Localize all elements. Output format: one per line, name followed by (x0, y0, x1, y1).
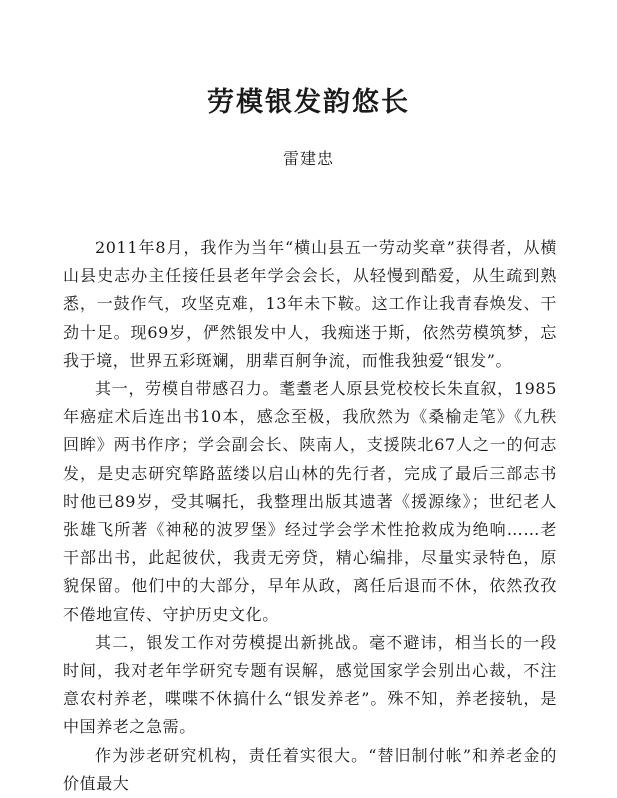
paragraph-3: 其二，银发工作对劳模提出新挑战。毫不避讳，相当长的一段时间，我对老年学研究专题有误解，感觉国家学会别出心裁，不注意农村养老，喋喋不休搞什么“银发养老”。殊不知，养老接轨，是中国养老之急需。 (63, 632, 557, 737)
article-body (63, 234, 557, 798)
paragraph-4: 作为涉老研究机构，责任着实很大。“替旧制付帐”和养老金的价值最大 (63, 745, 557, 793)
article-author: 雷建忠 (282, 149, 334, 168)
article-title: 劳模银发韵悠长 (207, 87, 410, 119)
paragraph-1: 2011年8月，我作为当年“横山县五一劳动奖章”获得者，从横山县史志办主任接任县老年学会会长，从轻慢到酷爱，从生疏到熟悉，一鼓作气，攻坚克难，13年未下鞍。这工作让我青春焕发、干劲十足。现69岁，俨然银发中人，我痴迷于斯，依然劳模筑梦，忘我于境，世界五彩斑斓，朋辈百舸争流，而惟我独爱“银发”。 (63, 238, 557, 370)
paragraph-2: 其一，劳模自带感召力。耄耋老人原县党校校长朱直叙，1985年癌症术后连出书10本，感念至极，我欣然为《桑榆走笔》《九秩回眸》两书作序；学会副会长、陕南人，支援陕北67人之一的何志发，是史志研究筚路蓝缕以启山林的先行者，完成了最后三部志书时他已89岁，受其嘱托，我整理出版其遗著《援源缘》；世纪老人张雄飞所著《神秘的波罗堡》经过学会学术性抢救成为绝响……老干部出书，此起彼伏，我责无旁贷，精心编排，尽量实录特色，原貌保留。他们中的大部分，早年从政，离任后退而不休，依然孜孜不倦地宣传、守护历史文化。 (63, 379, 557, 624)
